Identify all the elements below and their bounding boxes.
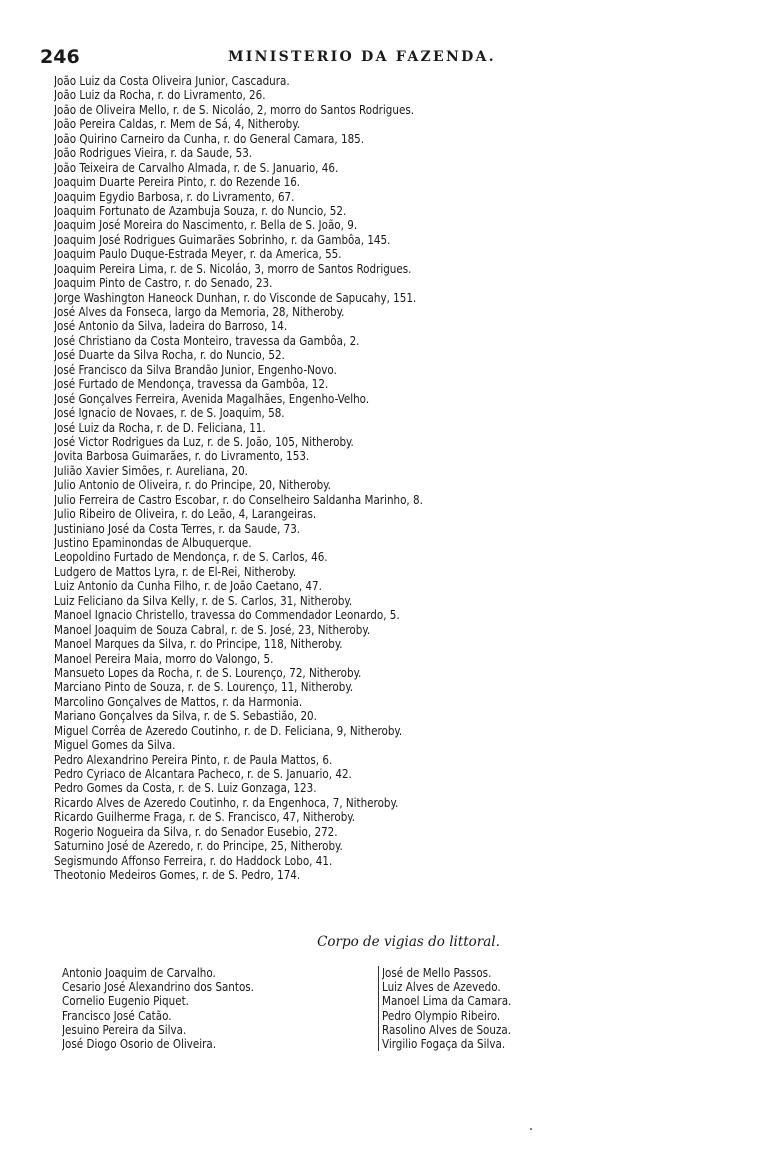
list-item: João Teixeira de Carvalho Almada, r. de S. Januario, 46. xyxy=(54,160,339,175)
list-item: Jesuino Pereira da Silva. xyxy=(62,1022,187,1037)
list-item: Manoel Lima da Camara. xyxy=(382,994,512,1009)
list-item: Luiz Antonio da Cunha Filho, r. de João Caetano, 47. xyxy=(54,579,322,594)
list-item: Pedro Olympio Ribeiro. xyxy=(382,1008,501,1023)
list-item: José Alves da Fonseca, largo da Memoria, 28, Nitheroby. xyxy=(54,305,345,319)
page-header xyxy=(40,46,740,68)
list-item: Ludgero de Mattos Lyra, r. de El-Rei, Nitheroby. xyxy=(54,564,297,579)
list-item: Mariano Gonçalves da Silva, r. de S. Sebastião, 20. xyxy=(54,709,317,724)
list-item: Mansueto Lopes da Rocha, r. de S. Lourenço, 72, Nitheroby. xyxy=(54,665,362,680)
list-item: Miguel Corrêa de Azeredo Coutinho, r. de D. Feliciana, 9, Nitheroby. xyxy=(54,723,403,738)
list-item: Julio Ferreira de Castro Escobar, r. do Conselheiro Saldanha Marinho, 8. xyxy=(54,492,423,507)
list-item: Virgilio Fogaça da Silva. xyxy=(382,1036,506,1051)
list-item: Pedro Gomes da Costa, r. de S. Luiz Gonzaga, 123. xyxy=(54,781,317,796)
list-item: Joaquim Paulo Duque-Estrada Meyer, r. da America, 55. xyxy=(54,247,342,262)
list-item: Cornelio Eugenio Piquet. xyxy=(62,994,189,1009)
list-item: Manoel Pereira Maia, morro do Valongo, 5. xyxy=(54,651,274,666)
list-item: José Diogo Osorio de Oliveira. xyxy=(62,1036,217,1051)
list-item: José Victor Rodrigues da Luz, r. de S. João, 105, Nitheroby. xyxy=(54,434,354,449)
list-item: João Pereira Caldas, r. Mem de Sá, 4, Nitheroby. xyxy=(54,117,300,132)
list-item: Segismundo Affonso Ferreira, r. do Haddock Lobo, 41. xyxy=(54,853,333,868)
list-item: José Duarte da Silva Rocha, r. do Nuncio, 52. xyxy=(54,348,285,363)
list-item: José Ignacio de Novaes, r. de S. Joaquim, 58. xyxy=(54,406,285,421)
list-item: Joaquim Duarte Pereira Pinto, r. do Rezende 16. xyxy=(54,175,301,190)
list-item: Julio Antonio de Oliveira, r. do Principe, 20, Nitheroby. xyxy=(54,478,331,493)
list-item: João de Oliveira Mello, r. de S. Nicoláo, 2, morro do Santos Rodrigues. xyxy=(54,102,415,117)
list-item: José Furtado de Mendonça, travessa da Gambôa, 12. xyxy=(54,377,329,392)
section-title: Corpo de vigias do littoral. xyxy=(317,934,500,950)
list-item: Manoel Marques da Silva, r. do Principe, 118, Nitheroby. xyxy=(54,637,343,652)
list-item: Miguel Gomes da Silva. xyxy=(54,738,176,753)
list-item: Rasolino Alves de Souza. xyxy=(382,1022,512,1037)
list-item: Marciano Pinto de Souza, r. de S. Lourenço, 11, Nitheroby. xyxy=(54,680,354,695)
list-item: Luiz Alves de Azevedo. xyxy=(382,980,501,995)
list-item: José de Mello Passos. xyxy=(382,966,492,980)
list-item: Joaquim Pereira Lima, r. de S. Nicoláo, 3, morro de Santos Rodrigues. xyxy=(54,261,412,276)
list-item: João Quirino Carneiro da Cunha, r. do General Camara, 185. xyxy=(54,131,365,146)
list-item: Manoel Ignacio Christello, travessa do Commendador Leonardo, 5. xyxy=(54,608,400,623)
list-item: Luiz Feliciano da Silva Kelly, r. de S. Carlos, 31, Nitheroby. xyxy=(54,593,353,608)
list-item: Joaquim José Rodrigues Guimarães Sobrinho, r. da Gambôa, 145. xyxy=(54,232,391,247)
list-item: Jovita Barbosa Guimarães, r. do Livramento, 153. xyxy=(54,449,310,464)
list-item: Theotonio Medeiros Gomes, r. de S. Pedro, 174. xyxy=(54,868,301,883)
list-item: Cesario José Alexandrino dos Santos. xyxy=(62,980,254,995)
list-item: José Francisco da Silva Brandão Junior, Engenho-Novo. xyxy=(54,362,337,377)
list-item: Joaquim Fortunato de Azambuja Souza, r. do Nuncio, 52. xyxy=(54,203,347,218)
name-address-list xyxy=(54,74,754,883)
vigias-left-column xyxy=(62,966,372,1051)
print-speck xyxy=(530,1128,532,1130)
list-item: Rogerio Nogueira da Silva, r. do Senador Eusebio, 272. xyxy=(54,824,338,839)
list-item: José Christiano da Costa Monteiro, travessa da Gambôa, 2. xyxy=(54,333,360,348)
list-item: Pedro Cyriaco de Alcantara Pacheco, r. de S. Januario, 42. xyxy=(54,767,352,781)
list-item: Julião Xavier Simões, r. Aureliana, 20. xyxy=(54,463,248,478)
list-item: José Luiz da Rocha, r. de D. Feliciana, 11. xyxy=(54,420,266,435)
list-item: Antonio Joaquim de Carvalho. xyxy=(62,966,216,980)
running-title: MINISTERIO DA FAZENDA. xyxy=(228,49,496,65)
list-item: Julio Ribeiro de Oliveira, r. do Leão, 4, Larangeiras. xyxy=(54,507,317,522)
list-item: Francisco José Catão. xyxy=(62,1008,172,1023)
list-item: João Luiz da Costa Oliveira Junior, Cascadura. xyxy=(54,74,290,88)
list-item: Pedro Alexandrino Pereira Pinto, r. de Paula Mattos, 6. xyxy=(54,752,333,767)
list-item: João Luiz da Rocha, r. do Livramento, 26. xyxy=(54,88,266,103)
list-item: Joaquim Egydio Barbosa, r. do Livramento, 67. xyxy=(54,189,295,204)
list-item: Saturnino José de Azeredo, r. do Principe, 25, Nitheroby. xyxy=(54,839,343,854)
list-item: Manoel Joaquim de Souza Cabral, r. de S. José, 23, Nitheroby. xyxy=(54,622,371,637)
vigias-right-column xyxy=(378,966,672,1051)
list-item: Joaquim José Moreira do Nascimento, r. Bella de S. João, 9. xyxy=(54,218,358,233)
list-item: José Antonio da Silva, ladeira do Barroso, 14. xyxy=(54,319,288,334)
list-item: Ricardo Alves de Azeredo Coutinho, r. da Engenhoca, 7, Nitheroby. xyxy=(54,795,399,810)
list-item: Ricardo Guilherme Fraga, r. de S. Francisco, 47, Nitheroby. xyxy=(54,810,356,825)
list-item: Justiniano José da Costa Terres, r. da Saude, 73. xyxy=(54,521,301,536)
list-item: Leopoldino Furtado de Mendonça, r. de S. Carlos, 46. xyxy=(54,550,328,565)
list-item: Justino Epaminondas de Albuquerque. xyxy=(54,536,252,550)
list-item: José Gonçalves Ferreira, Avenida Magalhães, Engenho-Velho. xyxy=(54,391,370,406)
list-item: Marcolino Gonçalves de Mattos, r. da Harmonia. xyxy=(54,694,303,709)
list-item: Jorge Washington Haneock Dunhan, r. do Visconde de Sapucahy, 151. xyxy=(54,290,417,305)
list-item: João Rodrigues Vieira, r. da Saude, 53. xyxy=(54,146,253,161)
page-number: 246 xyxy=(40,46,80,68)
list-item: Joaquim Pinto de Castro, r. do Senado, 23. xyxy=(54,276,273,291)
